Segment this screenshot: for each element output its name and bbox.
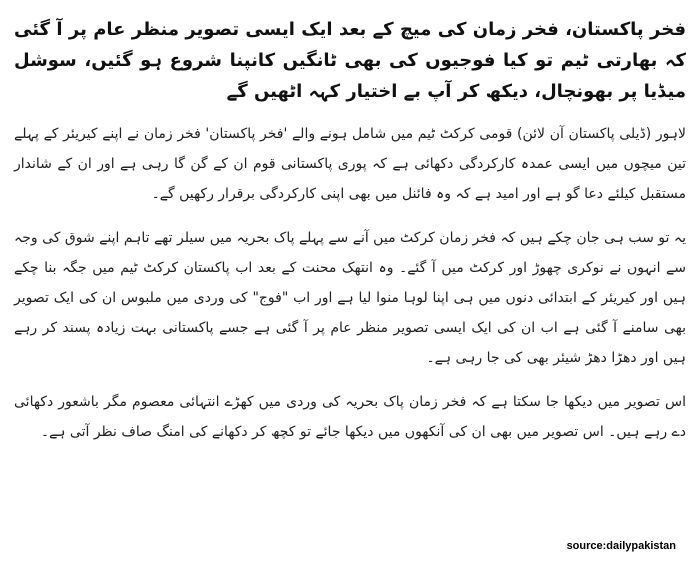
article-paragraph: اس تصویر میں دیکھا جا سکتا ہے کہ فخر زمان پاک بحریہ کی وردی میں کھڑے انتہائی معصوم مگر باشعور دکھائی دے رہے ہیں۔ اس تصویر میں بھی ان کی آنکھوں میں دیکھا جائے تو کچھ کر دکھانے کی امنگ صاف نظر آتی ہے۔ (14, 394, 686, 440)
article-paragraph: لاہور (ڈیلی پاکستان آن لائن) قومی کرکٹ ٹیم میں شامل ہونے والے 'فخر پاکستان' فخر زمان نے اپنے کیریئر کے پہلے تین میچوں میں ایسی عمدہ کارکردگی دکھائی ہے کہ پوری پاکستانی قوم ان کے گن گا رہی ہے اور ان کے شاندار مستقبل کیلئے دعا گو ہے اور امید ہے کہ وہ فائنل میں بھی اپنی کارکردگی برقرار رکھیں گے۔ (14, 126, 686, 202)
article (14, 14, 686, 461)
source-credit: source:dailypakistan (566, 540, 676, 552)
article-headline: فخر پاکستان، فخر زمان کی میچ کے بعد ایک ایسی تصویر منظر عام پر آ گئی کہ بھارتی ٹیم تو کیا فوجیوں کی بھی ٹانگیں کانپنا شروع ہو گئیں، سوشل میڈیا پر بھونچال، دیکھ کر آپ بے اختیار کہہ اٹھیں گے (14, 19, 686, 102)
article-paragraph: یہ تو سب ہی جان چکے ہیں کہ فخر زمان کرکٹ میں آنے سے پہلے پاک بحریہ میں سیلر تھے تاہم اپنے شوق کی وجہ سے انہوں نے نوکری چھوڑ اور کرکٹ میں آ گئے۔ وہ انتھک محنت کے بعد اب پاکستان کرکٹ ٹیم میں جگہ بنا چکے ہیں اور کیریئر کے ابتدائی دنوں میں ہی اپنا لوہا منوا لیا ہے اور اب "فوج" کی وردی میں ملبوس ان کی ایک تصویر بھی سامنے آ گئی ہے اب ان کی ایک ایسی تصویر منظر عام پر آ گئی ہے جسے پاکستانی بہت زیادہ پسند کر رہے ہیں اور دھڑا دھڑ شیئر بھی کی جا رہی ہے۔ (14, 230, 686, 366)
